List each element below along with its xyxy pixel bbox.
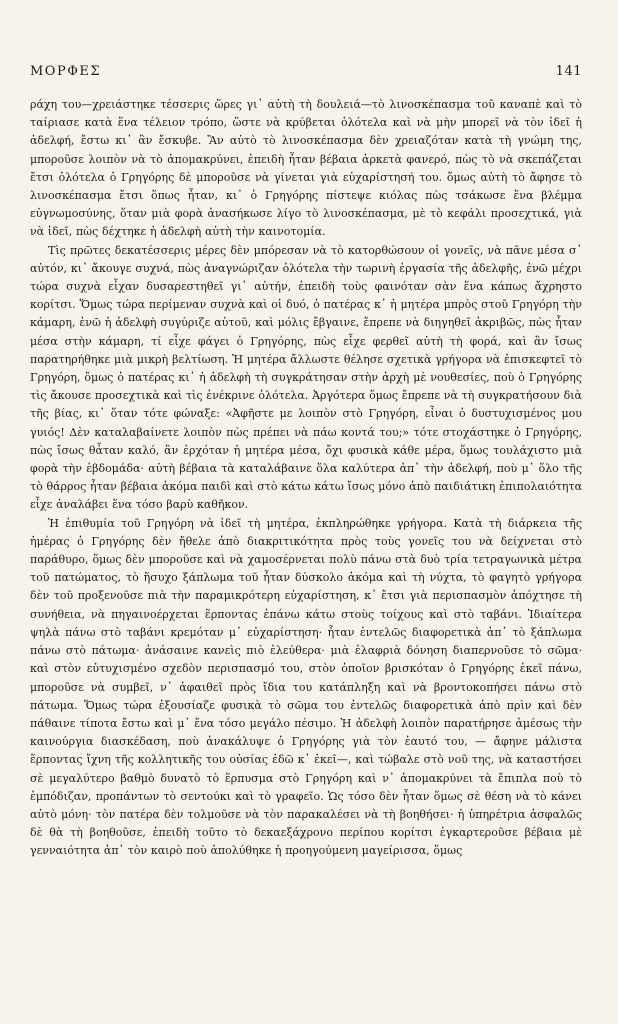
body-text bbox=[30, 96, 582, 861]
book-page bbox=[30, 62, 582, 1010]
paragraph: Τὶς πρῶτες δεκατέσσερις μέρες δὲν μπόρεσαν νὰ τὸ κατορθώσουν οἱ γονεῖς, νὰ πᾶνε μέσα σ᾽ αὐτόν, κι᾽ ἄκουγε συχνά, πὼς ἀναγνώριζαν ὁλότελα τὴν τωρινὴ ἐργασία τῆς ἀδελφῆς, ἐνῶ μέχρι τώρα συχνὰ εἶχαν δυσαρεστηθεῖ γι᾽ αὐτήν, ἐπειδὴ τοὺς φαινόταν σὰν ἕνα κάπως ἄχρηστο κορίτσι. Ὅμως τώρα περίμεναν συχνὰ καὶ οἱ δυό, ὁ πατέρας κ᾽ ἡ μητέρα μπρὸς στοῦ Γρηγόρη τὴν κάμαρη, ἐνῶ ἡ ἀδελφὴ συγύριζε αὐτοῦ, καὶ μόλις ἔβγαινε, ἔπρεπε νὰ διηγηθεῖ ἀκριβῶς, πὼς ἦταν μέσα στὴν κάμαρη, τί εἶχε φάγει ὁ Γρηγόρης, πὼς εἶχε φερθεῖ αὐτὴ τὴ φορά, καὶ ἂν ἴσως παρατηρήθηκε μιὰ μικρὴ βελτίωση. Ἡ μητέρα ἄλλωστε θέλησε σχετικὰ γρήγορα νὰ ἐπισκεφτεῖ τὸ Γρηγόρη, ὅμως ὁ πατέρας κι᾽ ἡ ἀδελφὴ τὴ συγκράτησαν στὴν ἀρχὴ μὲ νουθεσίες, ποὺ ὁ Γρηγόρης τὶς ἄκουσε προσεχτικὰ καὶ τὶς ἐνέκρινε ὁλότελα. Ἀργότερα ὅμως ἔπρεπε νὰ τὴ συγκρατήσουν διὰ τῆς βίας, κι᾽ ὅταν τότε φώναξε: «Ἀφῆστε με λοιπὸν στὸ Γρηγόρη, εἶναι ὁ δυστυχισμένος μου γυιός! Δὲν καταλαβαίνετε λοιπὸν πὼς πρέπει νὰ πάω κοντά του;» τότε στοχάστηκε ὁ Γρηγόρης, πὼς ἴσως θἆταν καλό, ἂν ἐρχόταν ἡ μητέρα μέσα, ὄχι φυσικὰ κάθε μέρα, ὅμως τουλάχιστο μιὰ φορὰ τὴν ἑβδομάδα· αὐτὴ βέβαια τὰ καταλάβαινε ὅλα καλύτερα ἀπ᾽ τὴν ἀδελφή, ποὺ μ᾽ ὅλο τῆς τὸ θάρρος ἦταν βέβαια ἀκόμα παιδὶ καὶ στὸ κάτω κάτω ἴσως μόνο ἀπὸ παιδιάτικη ἐπιπολαιότητα εἶχε ἀναλάβει ἕνα τόσο βαρὺ καθῆκον. bbox=[30, 243, 582, 512]
page-number: 141 bbox=[555, 64, 582, 79]
running-title: ΜΟΡΦΕΣ bbox=[30, 64, 102, 79]
paragraph: Ἡ ἐπιθυμία τοῦ Γρηγόρη νὰ ἰδεῖ τὴ μητέρα, ἐκπληρώθηκε γρήγορα. Κατὰ τὴ διάρκεια τῆς ἡμέρας ὁ Γρηγόρης δὲν ἤθελε ἀπὸ διακριτικότητα πρὸς τοὺς γονεῖς του νὰ δείχνεται στὸ παράθυρο, ὅμως δὲν μποροῦσε καὶ νὰ χαμοσέρνεται πολὺ πάνω στὰ δυὸ τρία τετραγωνικὰ μέτρα τοῦ πατώματος, τὸ ἥσυχο ξάπλωμα τοῦ ἦταν δύσκολο ἀκόμα καὶ τὴ νύχτα, τὸ φαγητὸ γρήγορα δὲν τοῦ προξενοῦσε πιὰ τὴν παραμικρότερη εὐχαρίστηση, κ᾽ ἔτσι γιὰ περισπασμὸν ἀπόχτησε τὴ συνήθεια, νὰ πηγαινοέρχεται ἕρποντας ἐπάνω κάτω στοὺς τοίχους καὶ στὸ ταβάνι. Ἰδιαίτερα ψηλὰ πάνω στὸ ταβάνι κρεμόταν μ᾽ εὐχαρίστηση· ἦταν ἐντελῶς διαφορετικὰ ἀπ᾽ τὸ ξάπλωμα πάνω στὸ πάτωμα· ἀνάσαινε κανεὶς πιὸ ἐλεύθερα· μιὰ ἐλαφριὰ δόνηση διαπερνοῦσε τὸ σῶμα· καὶ στὸν εὐτυχισμένο σχεδὸν περισπασμό του, στὸν ὁποῖον βρισκόταν ὁ Γρηγόρης ἐκεῖ πάνω, μποροῦσε νὰ συμβεῖ, ν᾽ ἀφαιθεῖ πρὸς ἴδια του κατάπληξη καὶ νὰ βροντοκοπήσει πάνω στὸ πάτωμα. Ὅμως τώρα ἐξουσίαζε φυσικὰ τὸ σῶμα του ἐντελῶς διαφορετικὰ ἀπὸ πρὶν καὶ δὲν πάθαινε τίποτα ἔστω καὶ μ᾽ ἕνα τόσο μεγάλο πέσιμο. Ἡ ἀδελφὴ λοιπὸν παρατήρησε ἀμέσως τὴν καινούργια διασκέδαση, ποὺ ἀνακάλυψε ὁ Γρηγόρης γιὰ τὸν ἑαυτό του, — ἄφηνε μάλιστα ἕρποντας ἴχνη τῆς κολλητικῆς του οὐσίας ἐδῶ κ᾽ ἐκεῖ—, καὶ τώβαλε στὸ νοῦ της, νὰ καταστήσει σὲ μεγαλύτερο βαθμὸ δυνατὸ τὸ ἕρπυσμα στὸ Γρηγόρη καὶ ν᾽ ἀπομακρύνει τὰ ἔπιπλα ποὺ τὸ ἐμπόδιζαν, προπάντων τὸ σεντούκι καὶ τὸ γραφεῖο. Ὡς τόσο δὲν ἦταν ὅμως σὲ θέση νὰ τὸ κάνει αὐτὸ μόνη· τὸν πατέρα δὲν τολμοῦσε νὰ τὸν παρακαλέσει νὰ τὴ βοηθήσει· ἡ ὑπηρέτρια ἀσφαλῶς δὲ θὰ τὴ βοηθοῦσε, ἐπειδὴ τοῦτο τὸ δεκαεξάχρονο περίπου κορίτσι ἐγκαρτεροῦσε βέβαια μὲ γενναιότητα ἀπ᾽ τὸν καιρὸ ποὺ ἀπολύθηκε ἡ προηγούμενη μαγείρισσα, ὅμως bbox=[30, 516, 582, 858]
page-header bbox=[30, 62, 582, 84]
paragraph: ράχη του—χρειάστηκε τέσσερις ὥρες γι᾽ αὐτὴ τὴ δουλειά—τὸ λινοσκέπασμα τοῦ καναπὲ καὶ τὸ ταίριασε κατὰ ἕνα τέλειον τρόπο, ὥστε νὰ κρύβεται ὁλότελα καὶ νὰ μὴν μπορεῖ νὰ τὸν ἰδεῖ ἡ ἀδελφή, ἔστω κι᾽ ἂν ἔσκυβε. Ἂν αὐτὸ τὸ λινοσκέπασμα δὲν χρειαζόταν κατὰ τὴ γνώμη της, μποροῦσε λοιπὸν νὰ τὸ ἀπομακρύνει, ἐπειδὴ ἦταν βέβαια ἀρκετὰ φανερό, πὼς τὸ νὰ σκεπάζεται ἔτσι ὁλότελα ὁ Γρηγόρης δὲ μποροῦσε νὰ γίνεται γιὰ εὐχαρίστησή του. ὅμως αὐτὴ τὸ ἄφησε τὸ λινοσκέπασμα ἔτσι ὅπως ἦταν, κι᾽ ὁ Γρηγόρης πίστεψε κιόλας πὼς τσάκωσε ἕνα βλέμμα εὐγνωμοσύνης, ὅταν μιὰ φορὰ ἀνασήκωσε λίγο τὸ λινοσκέπασμα, μὲ τὸ κεφάλι προσεχτικά, γιὰ νὰ ἰδεῖ, πὼς δέχτηκε ἡ ἀδελφὴ αὐτὴ τὴν καινοτομία. bbox=[30, 98, 582, 239]
